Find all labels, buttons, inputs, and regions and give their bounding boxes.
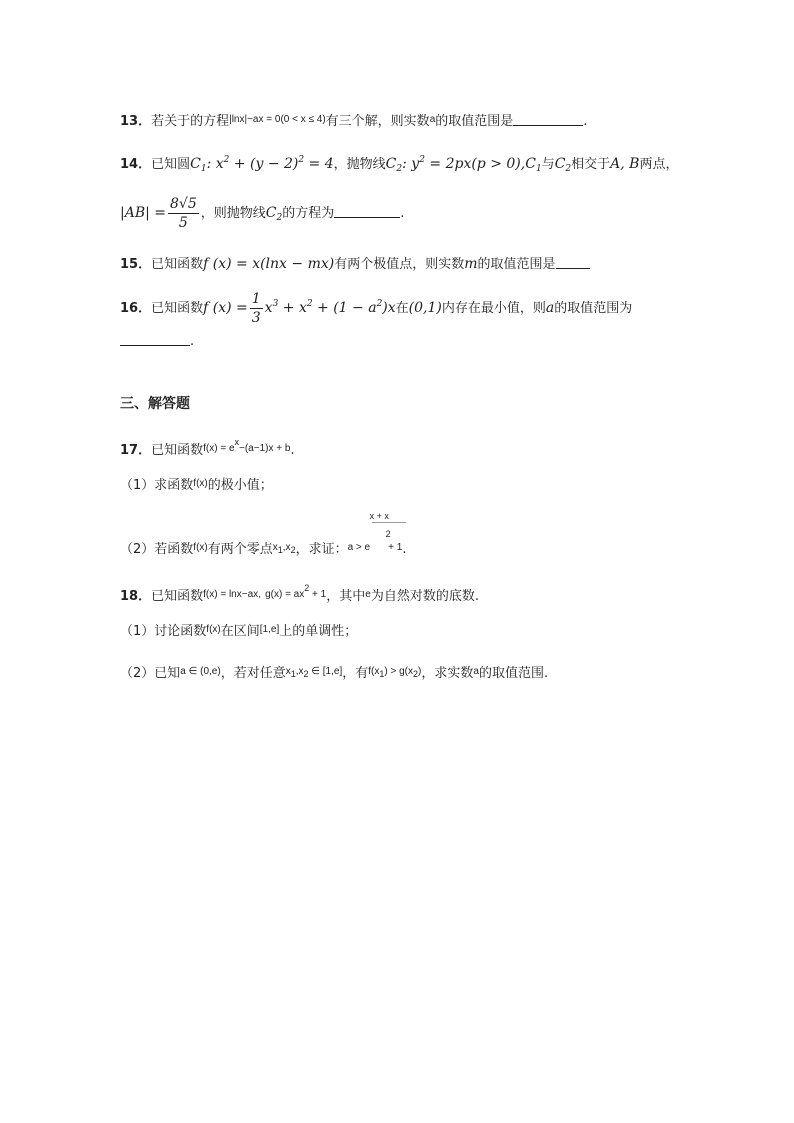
answer-blank [334, 205, 400, 218]
variable: m [464, 256, 478, 272]
subscript: 2 [303, 669, 309, 679]
question-text: 的取值范围是 [477, 257, 556, 272]
subscript: 1 [200, 164, 207, 174]
c2-letter: C [385, 156, 397, 172]
denominator: 5 [178, 215, 188, 231]
function-expression: f (x) = x(lnx − mx) [203, 256, 335, 272]
subscript: 2 [565, 164, 572, 174]
punctuation: . [400, 206, 405, 221]
question-18-part-2 [120, 662, 548, 684]
question-text: ，若对任意 [220, 666, 286, 681]
question-text: 求函数 [154, 478, 194, 493]
punctuation: . [190, 334, 195, 349]
question-text: 内存在最小值，则 [441, 301, 546, 316]
c1-eq-part: + (y − 2) [229, 156, 299, 172]
variable: e [365, 589, 371, 600]
question-number: 14． [120, 157, 152, 172]
expr-part: + 1 [388, 542, 403, 553]
question-16 [120, 284, 632, 329]
question-18 [120, 578, 479, 607]
expr-part: ∈ [1,e] [308, 666, 343, 677]
ab-length: |AB| = [120, 205, 167, 221]
function-expression: f (x) = [203, 300, 248, 316]
expr-part: + (1 − a [312, 300, 377, 316]
question-16-line-2 [120, 332, 194, 352]
c2-ref [555, 156, 571, 172]
subscript: 1 [379, 669, 385, 679]
question-text: 上的单调性； [279, 624, 358, 639]
question-text: ，有 [342, 666, 369, 681]
circle-equation [190, 156, 334, 172]
subscript: 2 [413, 669, 419, 679]
question-13 [120, 110, 587, 132]
question-text: ，抛物线 [333, 157, 386, 172]
punctuation: . [290, 443, 295, 458]
expr-part: x [272, 542, 278, 553]
question-text: ，求证： [295, 542, 348, 557]
equation: |lnx|−ax = 0(0 < x ≤ 4) [229, 114, 326, 125]
question-17-part-1 [120, 474, 273, 496]
question-text: 在区间 [220, 624, 260, 639]
subscript: 2 [396, 164, 403, 174]
function-name: f(x) [193, 542, 208, 553]
expr-part: g(x) = ax [265, 589, 305, 600]
question-text: 与 [541, 157, 555, 172]
c1-letter: C [190, 156, 201, 172]
question-text: 若函数 [154, 542, 194, 557]
c1-eq-part: = 4 [304, 156, 334, 172]
expr-part: + 1 [309, 589, 327, 600]
question-text: 有两个极值点，则实数 [334, 257, 465, 272]
superscript: 2 [376, 299, 383, 309]
question-17-part-2 [120, 511, 407, 560]
exponent-denominator: 2 [385, 529, 391, 539]
variable: a [429, 114, 436, 125]
fraction [168, 195, 199, 232]
question-18-part-1 [120, 620, 357, 642]
superscript: 2 [419, 155, 425, 165]
c2-eq-part: : y [402, 156, 420, 172]
denominator: 3 [251, 310, 261, 326]
inequality [347, 511, 403, 558]
question-text: 已知函数 [151, 589, 204, 604]
superscript: 2 [306, 299, 313, 309]
variable: a [545, 300, 555, 316]
answer-blank [513, 113, 583, 126]
question-text: 已知函数 [151, 301, 204, 316]
condition [286, 666, 343, 677]
question-text: 有三个解，则实数 [325, 114, 430, 129]
question-text: 为自然对数的底数. [370, 589, 479, 604]
superscript: x [234, 437, 240, 447]
question-text: 讨论函数 [154, 624, 207, 639]
expr-part: ) [418, 666, 422, 677]
variable: a [473, 666, 479, 677]
c2-letter: C [265, 205, 277, 221]
question-text: 已知函数 [151, 257, 204, 272]
expr-part: ,x [295, 666, 304, 677]
punctuation: . [583, 114, 588, 129]
condition: a ∈ (0,e) [180, 666, 221, 677]
punctuation: . [402, 542, 407, 557]
question-text: ，求实数 [421, 666, 474, 681]
question-14 [120, 150, 678, 179]
expr-part: ,x [282, 542, 291, 553]
expr-part: x [264, 300, 273, 316]
question-text: ，其中 [326, 589, 366, 604]
interval: [1,e] [259, 624, 280, 635]
expr-part: f(x) = e [203, 443, 235, 454]
question-text: 若关于的方程 [151, 114, 230, 129]
function-name: f(x) [193, 478, 208, 489]
question-text: 已知圆 [151, 157, 191, 172]
expr-part: x [285, 666, 291, 677]
fraction [250, 290, 263, 327]
c2-letter: C [554, 156, 566, 172]
c2-eq-part: = 2px(p > 0), [424, 156, 526, 172]
function-expression [203, 437, 291, 454]
function-expression [265, 583, 327, 600]
question-text: 两点， [639, 157, 679, 172]
superscript: 2 [298, 155, 305, 165]
question-text: 的取值范围是 [435, 114, 514, 129]
expr-part: )x [382, 300, 396, 316]
expr-part: −(a−1)x + b [239, 443, 291, 454]
superscript: 2 [304, 583, 310, 593]
expr-part: f(x [368, 666, 380, 677]
exponent-fraction-bar [372, 522, 406, 523]
question-14-line-2 [120, 193, 404, 238]
inequality [368, 666, 421, 677]
c1-letter: C [525, 156, 536, 172]
c2-ref [266, 205, 282, 221]
question-number: 17． [120, 443, 152, 458]
subscript: 1 [535, 164, 542, 174]
part-label: （1） [120, 624, 155, 639]
question-text: 在 [395, 301, 409, 316]
exponent-numerator [370, 506, 389, 526]
interval: (0,1) [408, 300, 442, 316]
answer-blank [556, 256, 590, 269]
question-text: 已知函数 [151, 443, 204, 458]
question-number: 16． [120, 301, 152, 316]
numerator: 8√5 [170, 196, 197, 212]
section-heading: 三、解答题 [120, 396, 190, 412]
function-expression [265, 300, 396, 316]
zeros [273, 542, 296, 553]
expr-part: a > e [347, 542, 371, 553]
part-label: （1） [120, 478, 155, 493]
numerator: 1 [251, 291, 261, 307]
question-text: 已知 [154, 666, 181, 681]
question-17 [120, 432, 295, 461]
answer-blank [120, 333, 190, 346]
points-ab: A, B [610, 156, 640, 172]
part-label: （2） [120, 542, 155, 557]
question-text: 有两个零点 [207, 542, 273, 557]
parabola-equation [386, 156, 542, 172]
part-label: （2） [120, 666, 155, 681]
subscript: 2 [290, 545, 296, 555]
question-number: 18． [120, 589, 152, 604]
question-text: 的取值范围. [478, 666, 549, 681]
question-text: 的极小值； [207, 478, 273, 493]
superscript: 2 [223, 155, 230, 165]
subscript: 1 [277, 545, 283, 555]
question-text: 的方程为 [282, 206, 335, 221]
expr-part: x + x [369, 511, 389, 521]
question-text: 的取值范围为 [554, 301, 633, 316]
function-expression: f(x) = lnx−ax, [203, 589, 261, 600]
question-number: 15． [120, 257, 152, 272]
question-text: 相交于 [571, 157, 611, 172]
question-15 [120, 254, 590, 275]
function-name: f(x) [206, 624, 221, 635]
subscript: 1 [290, 669, 296, 679]
expr-part: + x [278, 300, 307, 316]
c1-eq-part: : x [206, 156, 224, 172]
question-text: ，则抛物线 [200, 206, 266, 221]
superscript: 3 [272, 299, 279, 309]
expr-part: ) > g(x [384, 666, 414, 677]
question-number: 13． [120, 114, 152, 129]
subscript: 2 [276, 213, 283, 223]
